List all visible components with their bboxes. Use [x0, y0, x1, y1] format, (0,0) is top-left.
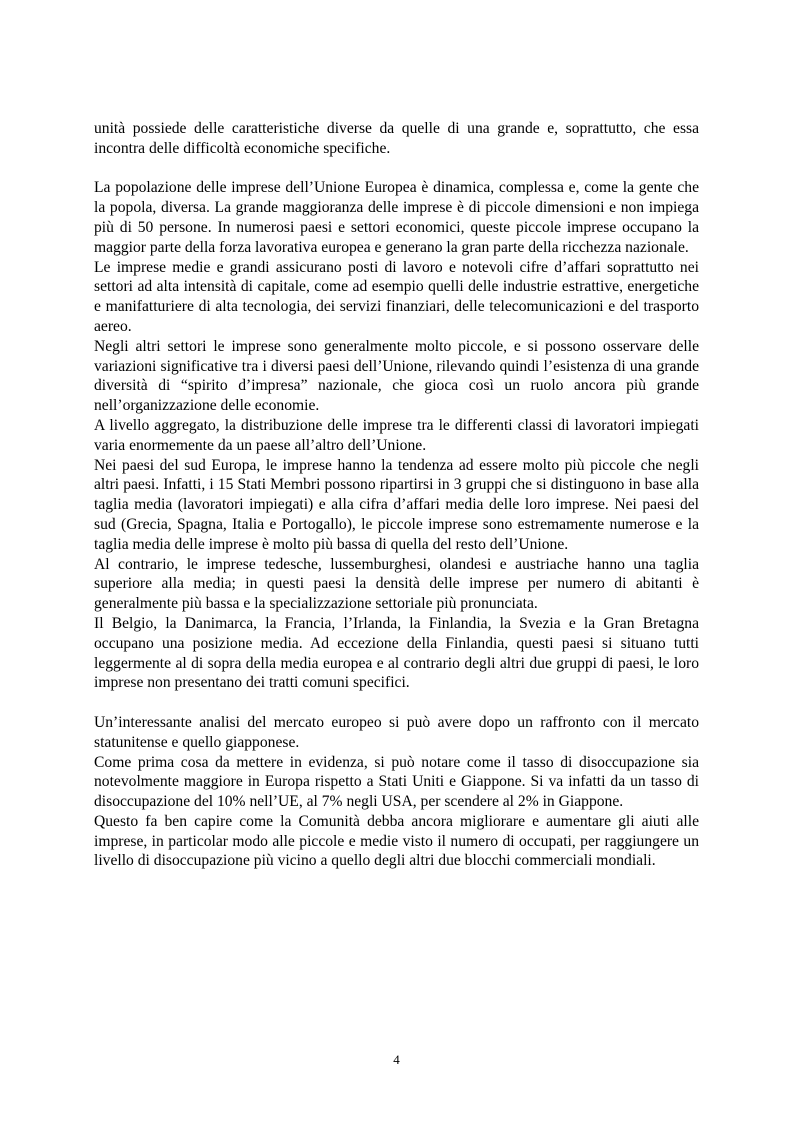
paragraph: Come prima cosa da mettere in evidenza, si può notare come il tasso di disoccupazione sia notevolmente maggiore in Europa rispetto a Stati Uniti e Giappone. Si va infatti da un tasso di disoccupazione del 10% nell’UE, al 7% negli USA, per scendere al 2% in Giappone. — [94, 753, 699, 811]
paragraph: Al contrario, le imprese tedesche, lussemburghesi, olandesi e austriache hanno una taglia superiore alla media; in questi paesi la densità delle imprese per numero di abitanti è generalmente più bassa e la specializzazione settoriale più pronunciata. — [94, 555, 699, 613]
paragraph-gap — [94, 159, 699, 179]
paragraph: Il Belgio, la Danimarca, la Francia, l’Irlanda, la Finlandia, la Svezia e la Gran Bretagna occupano una posizione media. Ad eccezione della Finlandia, questi paesi si situano tutti leggermente al di sopra della media europea e al contrario degli altri due gruppi di paesi, le loro imprese non presentano dei tratti comuni specifici. — [94, 614, 699, 692]
paragraph: unità possiede delle caratteristiche diverse da quelle di una grande e, soprattutto, che essa incontra delle difficoltà economiche specifiche. — [94, 120, 699, 157]
paragraph: La popolazione delle imprese dell’Unione Europea è dinamica, complessa e, come la gente che la popola, diversa. La grande maggioranza delle imprese è di piccole dimensioni e non impiega più di 50 persone. In numerosi paesi e settori economici, queste piccole imprese occupano la maggior parte della forza lavorativa europea e generano la gran parte della ricchezza nazionale. — [94, 179, 699, 256]
page-body — [94, 119, 699, 871]
paragraph: Questo fa ben capire come la Comunità debba ancora migliorare e aumentare gli aiuti alle imprese, in particolar modo alle piccole e medie visto il numero di occupati, per raggiungere un livello di disoccupazione più vicino a quello degli altri due blocchi commerciali mondiali. — [94, 812, 699, 870]
page-number: 4 — [393, 1052, 400, 1067]
paragraph: Negli altri settori le imprese sono generalmente molto piccole, e si possono osservare delle variazioni significative tra i diversi paesi dell’Unione, rilevando quindi l’esistenza di una grande diversità di “spirito d’impresa” nazionale, che gioca così un ruolo ancora più grande nell’organizzazione delle economie. — [94, 337, 699, 415]
paragraph: Un’interessante analisi del mercato europeo si può avere dopo un raffronto con il mercato statunitense e quello giapponese. — [94, 713, 699, 751]
paragraph: Le imprese medie e grandi assicurano posti di lavoro e notevoli cifre d’affari soprattutto nei settori ad alta intensità di capitale, come ad esempio quelli delle industrie estrattive, energetiche e manifatturiere di alta tecnologia, dei servizi finanziari, delle telecomunicazioni e del trasporto aereo. — [94, 258, 699, 335]
paragraph: A livello aggregato, la distribuzione delle imprese tra le differenti classi di lavoratori impiegati varia enormemente da un paese all’altro dell’Unione. — [94, 416, 699, 454]
paragraph: Nei paesi del sud Europa, le imprese hanno la tendenza ad essere molto più piccole che negli altri paesi. Infatti, i 15 Stati Membri possono ripartirsi in 3 gruppi che si distinguono in base alla taglia media (lavoratori impiegati) e alla cifra d’affari media delle loro imprese. Nei paesi del sud (Grecia, Spagna, Italia e Portogallo), le piccole imprese sono estremamente numerose e la taglia media delle imprese è molto più bassa di quella del resto dell’Unione. — [94, 456, 699, 553]
paragraph-gap — [94, 693, 699, 713]
